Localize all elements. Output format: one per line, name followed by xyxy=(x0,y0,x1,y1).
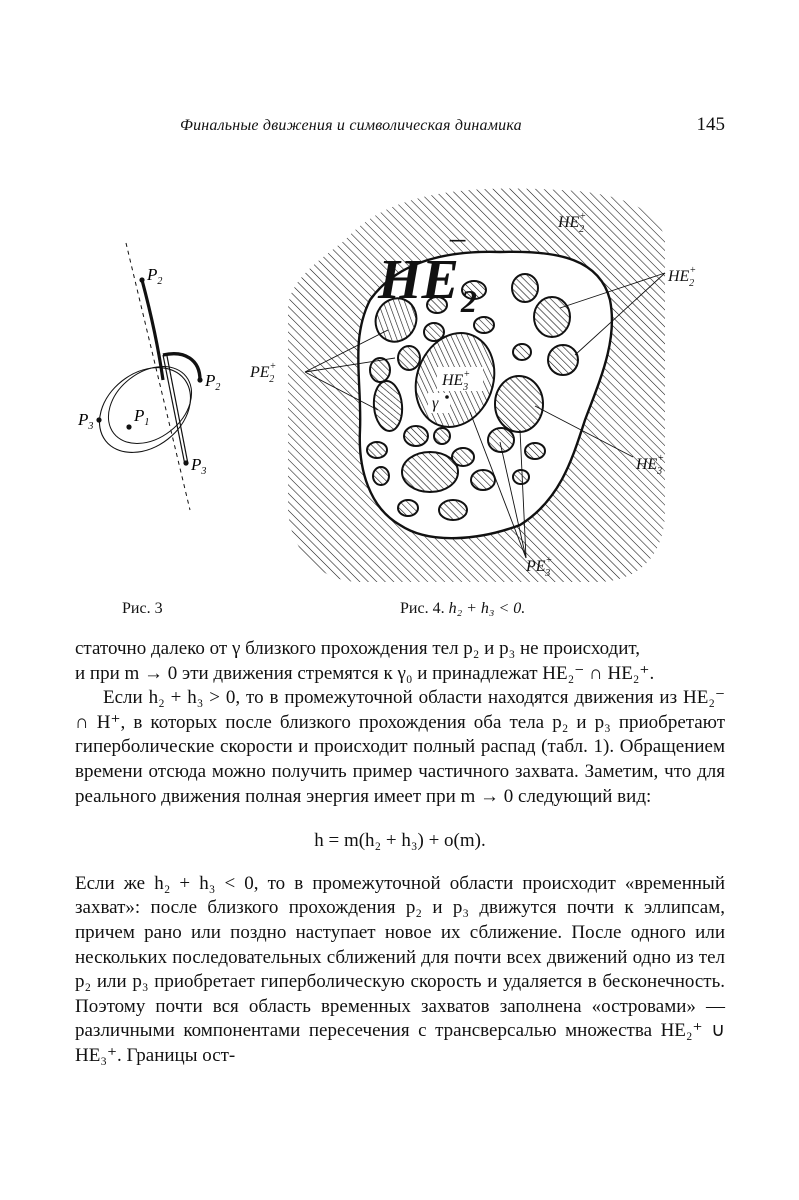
fig3-ellipse-inner xyxy=(93,351,206,460)
figures-area xyxy=(0,180,799,600)
fig4-label-gamma: γ xyxy=(432,395,439,412)
figure-3-caption: Рис. 3 xyxy=(122,600,163,617)
figure-4-caption xyxy=(400,600,525,618)
body-text xyxy=(75,637,725,1069)
fig4-label-he2-right: HE+ 2 xyxy=(668,265,697,289)
paragraph-2: Если h₂ + h₃ > 0, то в промежуточной области находятся движения из HE₂⁻ ∩ H⁺, в которых после близкого прохождения оба тела p₂ и p₃ приобретают гиперболические скорости и происходит полный распад (табл. 1). Обращением времени отсюда можно получить пример частичного захвата. Заметим, что для реального движения полная энергия имеет при m → 0 следующий вид: xyxy=(75,687,725,807)
paragraph-1-line-2: и при m → 0 эти движения стремятся к γ₀ и принадлежат HE₂⁻ ∩ HE₂⁺. xyxy=(75,662,655,684)
island xyxy=(512,274,538,302)
island xyxy=(474,317,494,333)
island xyxy=(525,443,545,459)
fig4-label-he3-right: HE+ 3 xyxy=(636,453,665,477)
island xyxy=(513,470,529,484)
island xyxy=(373,467,389,485)
fig4-label-he2-minus-big: $HE_2$ xyxy=(378,249,477,319)
island xyxy=(439,500,467,520)
figure-4 xyxy=(249,188,696,582)
fig4-label-pe3: PE+ 3 xyxy=(526,555,553,579)
fig3-label-p1: $P_1$ xyxy=(134,406,150,428)
page-number: 145 xyxy=(696,114,725,135)
island xyxy=(548,345,578,375)
fig4-label-pe2: PE+ 2 xyxy=(250,361,277,385)
island xyxy=(404,426,428,446)
island xyxy=(367,442,387,458)
fig4-label-he3-center: HE+ 3 xyxy=(442,369,471,393)
island xyxy=(513,344,531,360)
figure-4-caption-prefix: Рис. 4. xyxy=(400,600,445,617)
running-head xyxy=(75,114,725,138)
island xyxy=(434,428,450,444)
fig3-ellipse-outer xyxy=(83,350,207,470)
island xyxy=(402,452,458,492)
fig3-point-p2-right xyxy=(197,377,202,382)
fig4-label-he2-minus-sup: − xyxy=(448,223,468,260)
fig4-label-he2-top: HE+ 2 xyxy=(558,211,587,235)
fig3-thick-segment xyxy=(142,280,163,380)
island xyxy=(534,297,570,337)
paragraph-1-line-1: статочно далеко от γ близкого прохождения тел p₂ и p₃ не происходит, xyxy=(75,638,641,659)
island xyxy=(398,500,418,516)
island xyxy=(398,346,420,370)
fig3-label-p2-top: $P_2$ xyxy=(147,265,163,287)
fig3-point-p1 xyxy=(126,424,131,429)
fig3-point-p3-bottom xyxy=(183,460,188,465)
island xyxy=(471,470,495,490)
running-title: Финальные движения и символическая динамика xyxy=(180,117,522,134)
fig3-label-p2-right: $P_2$ xyxy=(205,371,221,393)
fig4-gamma-point xyxy=(445,395,449,399)
fig3-point-p2-top xyxy=(139,277,144,282)
energy-formula: h = m(h₂ + h₃) + o(m). xyxy=(314,830,486,852)
fig3-label-p3-left: $P_3$ xyxy=(78,410,94,432)
figures-svg xyxy=(0,180,799,600)
island xyxy=(495,376,543,432)
figure-4-caption-formula: h₂ + h₃ < 0. xyxy=(448,600,526,617)
paragraph-3: Если же h₂ + h₃ < 0, то в промежуточной области происходит «временный захват»: после близкого прохождения p₂ и p₃ движутся почти к эллипсам, причем рано или поздно наступает новое их сближение. После одного или нескольких последовательных сближений для почти всех движений одно из тел p₂ или p₃ приобретает гиперболическую скорость и удаляется в бесконечность. Поэтому почти вся область временных захватов заполнена «островами» — различными компонентами пересечения с трансверсалью множества HE₂⁺ ∪ HE₃⁺. Границы ост- xyxy=(75,872,725,1066)
figure-3 xyxy=(77,243,220,510)
fig3-point-p3-left xyxy=(96,417,101,422)
fig3-label-p3-bottom: $P_3$ xyxy=(191,455,207,477)
